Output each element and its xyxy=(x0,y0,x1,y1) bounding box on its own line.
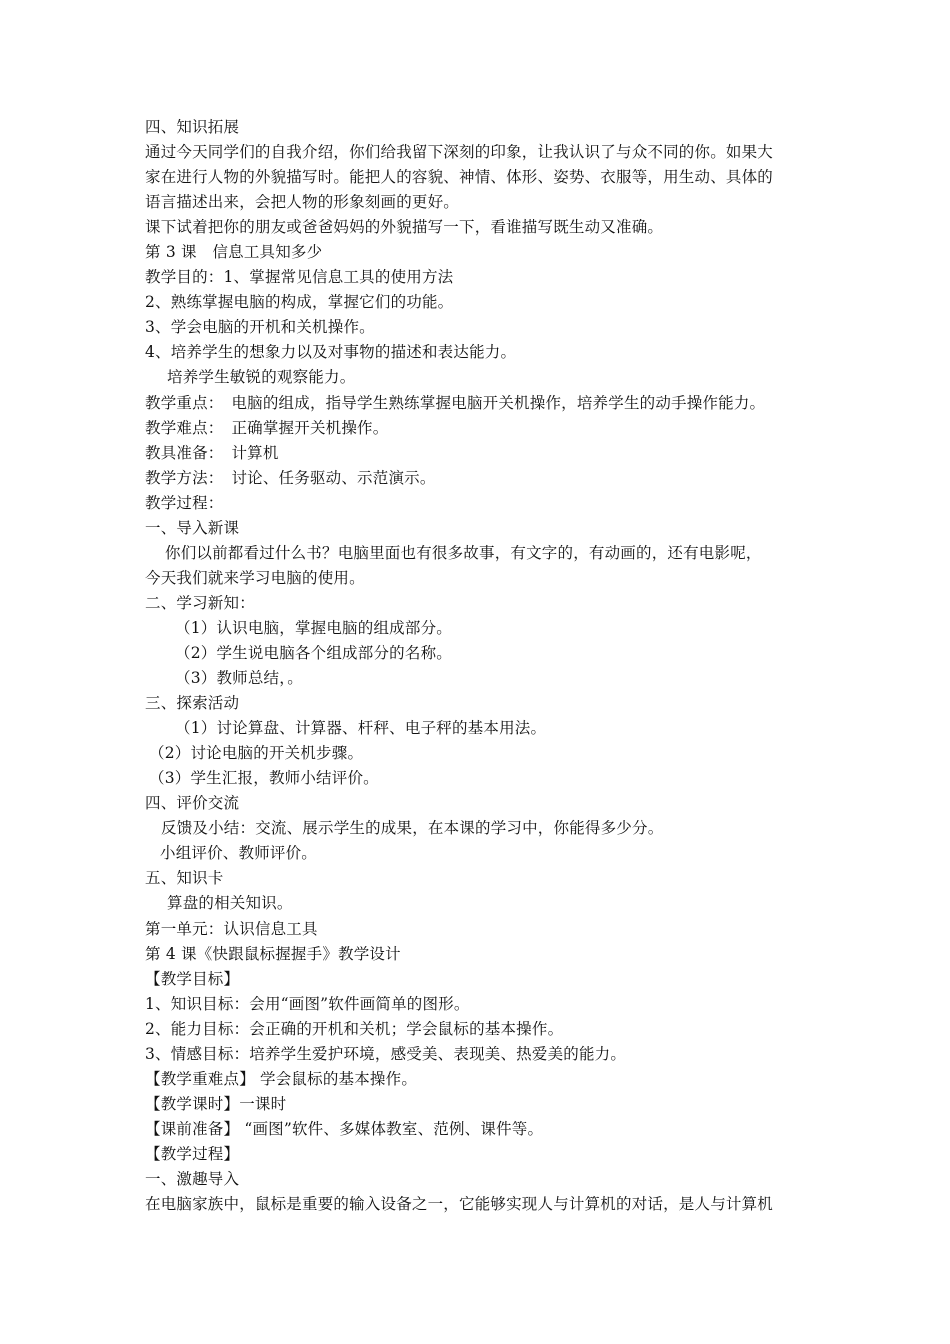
paragraph-line: 教学重点： 电脑的组成，指导学生熟练掌握电脑开关机操作，培养学生的动手操作能力。 xyxy=(145,393,766,412)
section-heading: 一、导入新课 xyxy=(145,518,240,537)
paragraph-line: 课下试着把你的朋友或爸爸妈妈的外貌描写一下，看谁描写既生动又准确。 xyxy=(145,218,664,237)
section-heading: 二、学习新知： xyxy=(145,593,255,612)
list-item: 3、情感目标：培养学生爱护环境，感受美、表现美、热爱美的能力。 xyxy=(145,1044,627,1063)
list-item: （2）学生说电脑各个组成部分的名称。 xyxy=(175,643,452,662)
list-item: （3）学生汇报，教师小结评价。 xyxy=(149,769,379,788)
paragraph-line: 算盘的相关知识。 xyxy=(167,894,293,913)
section-heading: 【教学过程】 xyxy=(145,1144,240,1163)
list-item: （2）讨论电脑的开关机步骤。 xyxy=(149,744,364,763)
paragraph-line: 教学方法： 讨论、任务驱动、示范演示。 xyxy=(145,468,436,487)
section-heading: 五、知识卡 xyxy=(145,869,224,888)
paragraph-line: 小组评价、教师评价。 xyxy=(160,844,318,863)
paragraph-line: 反馈及小结：交流、展示学生的成果，在本课的学习中，你能得多少分。 xyxy=(161,819,664,838)
section-heading: 四、知识拓展 xyxy=(145,118,240,136)
section-heading: 三、探索活动 xyxy=(145,694,240,713)
paragraph-line: 今天我们就来学习电脑的使用。 xyxy=(145,568,365,587)
paragraph-line: 【教学课时】一课时 xyxy=(145,1094,287,1113)
paragraph-line: 通过今天同学们的自我介绍，你们给我留下深刻的印象，让我认识了与众不同的你。如果大 xyxy=(145,143,774,162)
list-item: 2、能力目标：会正确的开机和关机；学会鼠标的基本操作。 xyxy=(145,1019,564,1038)
list-item: （3）教师总结，。 xyxy=(175,669,303,688)
list-item: 3、学会电脑的开机和关机操作。 xyxy=(145,318,375,337)
paragraph-line: 教学难点： 正确掌握开关机操作。 xyxy=(145,418,389,437)
paragraph-line: 你们以前都看过什么书？电脑里面也有很多故事，有文字的，有动画的，还有电影呢， xyxy=(165,543,762,562)
lesson-title: 第 3 课 信息工具知多少 xyxy=(145,243,323,262)
list-item: （1）认识电脑，掌握电脑的组成部分。 xyxy=(175,618,452,637)
paragraph-line: 【课前准备】 “画图”软件、多媒体教室、范例、课件等。 xyxy=(145,1119,544,1138)
section-heading: 四、评价交流 xyxy=(145,794,240,813)
paragraph-line: 在电脑家族中，鼠标是重要的输入设备之一，它能够实现人与计算机的对话，是人与计算机 xyxy=(145,1195,774,1214)
paragraph-line: 家在进行人物的外貌描写时。能把人的容貌、神情、体形、姿势、衣服等，用生动、具体的 xyxy=(145,168,774,187)
document-body xyxy=(145,115,825,1217)
list-item: 2、熟练掌握电脑的构成，掌握它们的功能。 xyxy=(145,293,454,312)
paragraph-line: 培养学生敏锐的观察能力。 xyxy=(167,368,356,387)
list-item: （1）讨论算盘、计算器、杆秤、电子秤的基本用法。 xyxy=(175,719,547,738)
lesson-title: 第 4 课《快跟鼠标握握手》教学设计 xyxy=(145,944,401,963)
paragraph-line: 语言描述出来，会把人物的形象刻画的更好。 xyxy=(145,193,460,212)
paragraph-line: 教学目的：1、掌握常见信息工具的使用方法 xyxy=(145,268,454,287)
section-heading: 【教学目标】 xyxy=(145,969,240,988)
paragraph-line: 教具准备： 计算机 xyxy=(145,443,279,462)
section-heading: 一、激趣导入 xyxy=(145,1169,240,1188)
unit-title: 第一单元：认识信息工具 xyxy=(145,919,318,938)
list-item: 4、培养学生的想象力以及对事物的描述和表达能力。 xyxy=(145,343,517,362)
paragraph-line: 教学过程： xyxy=(145,493,224,512)
paragraph-line: 【教学重难点】 学会鼠标的基本操作。 xyxy=(145,1069,418,1088)
list-item: 1、知识目标：会用“画图”软件画简单的图形。 xyxy=(145,994,470,1013)
